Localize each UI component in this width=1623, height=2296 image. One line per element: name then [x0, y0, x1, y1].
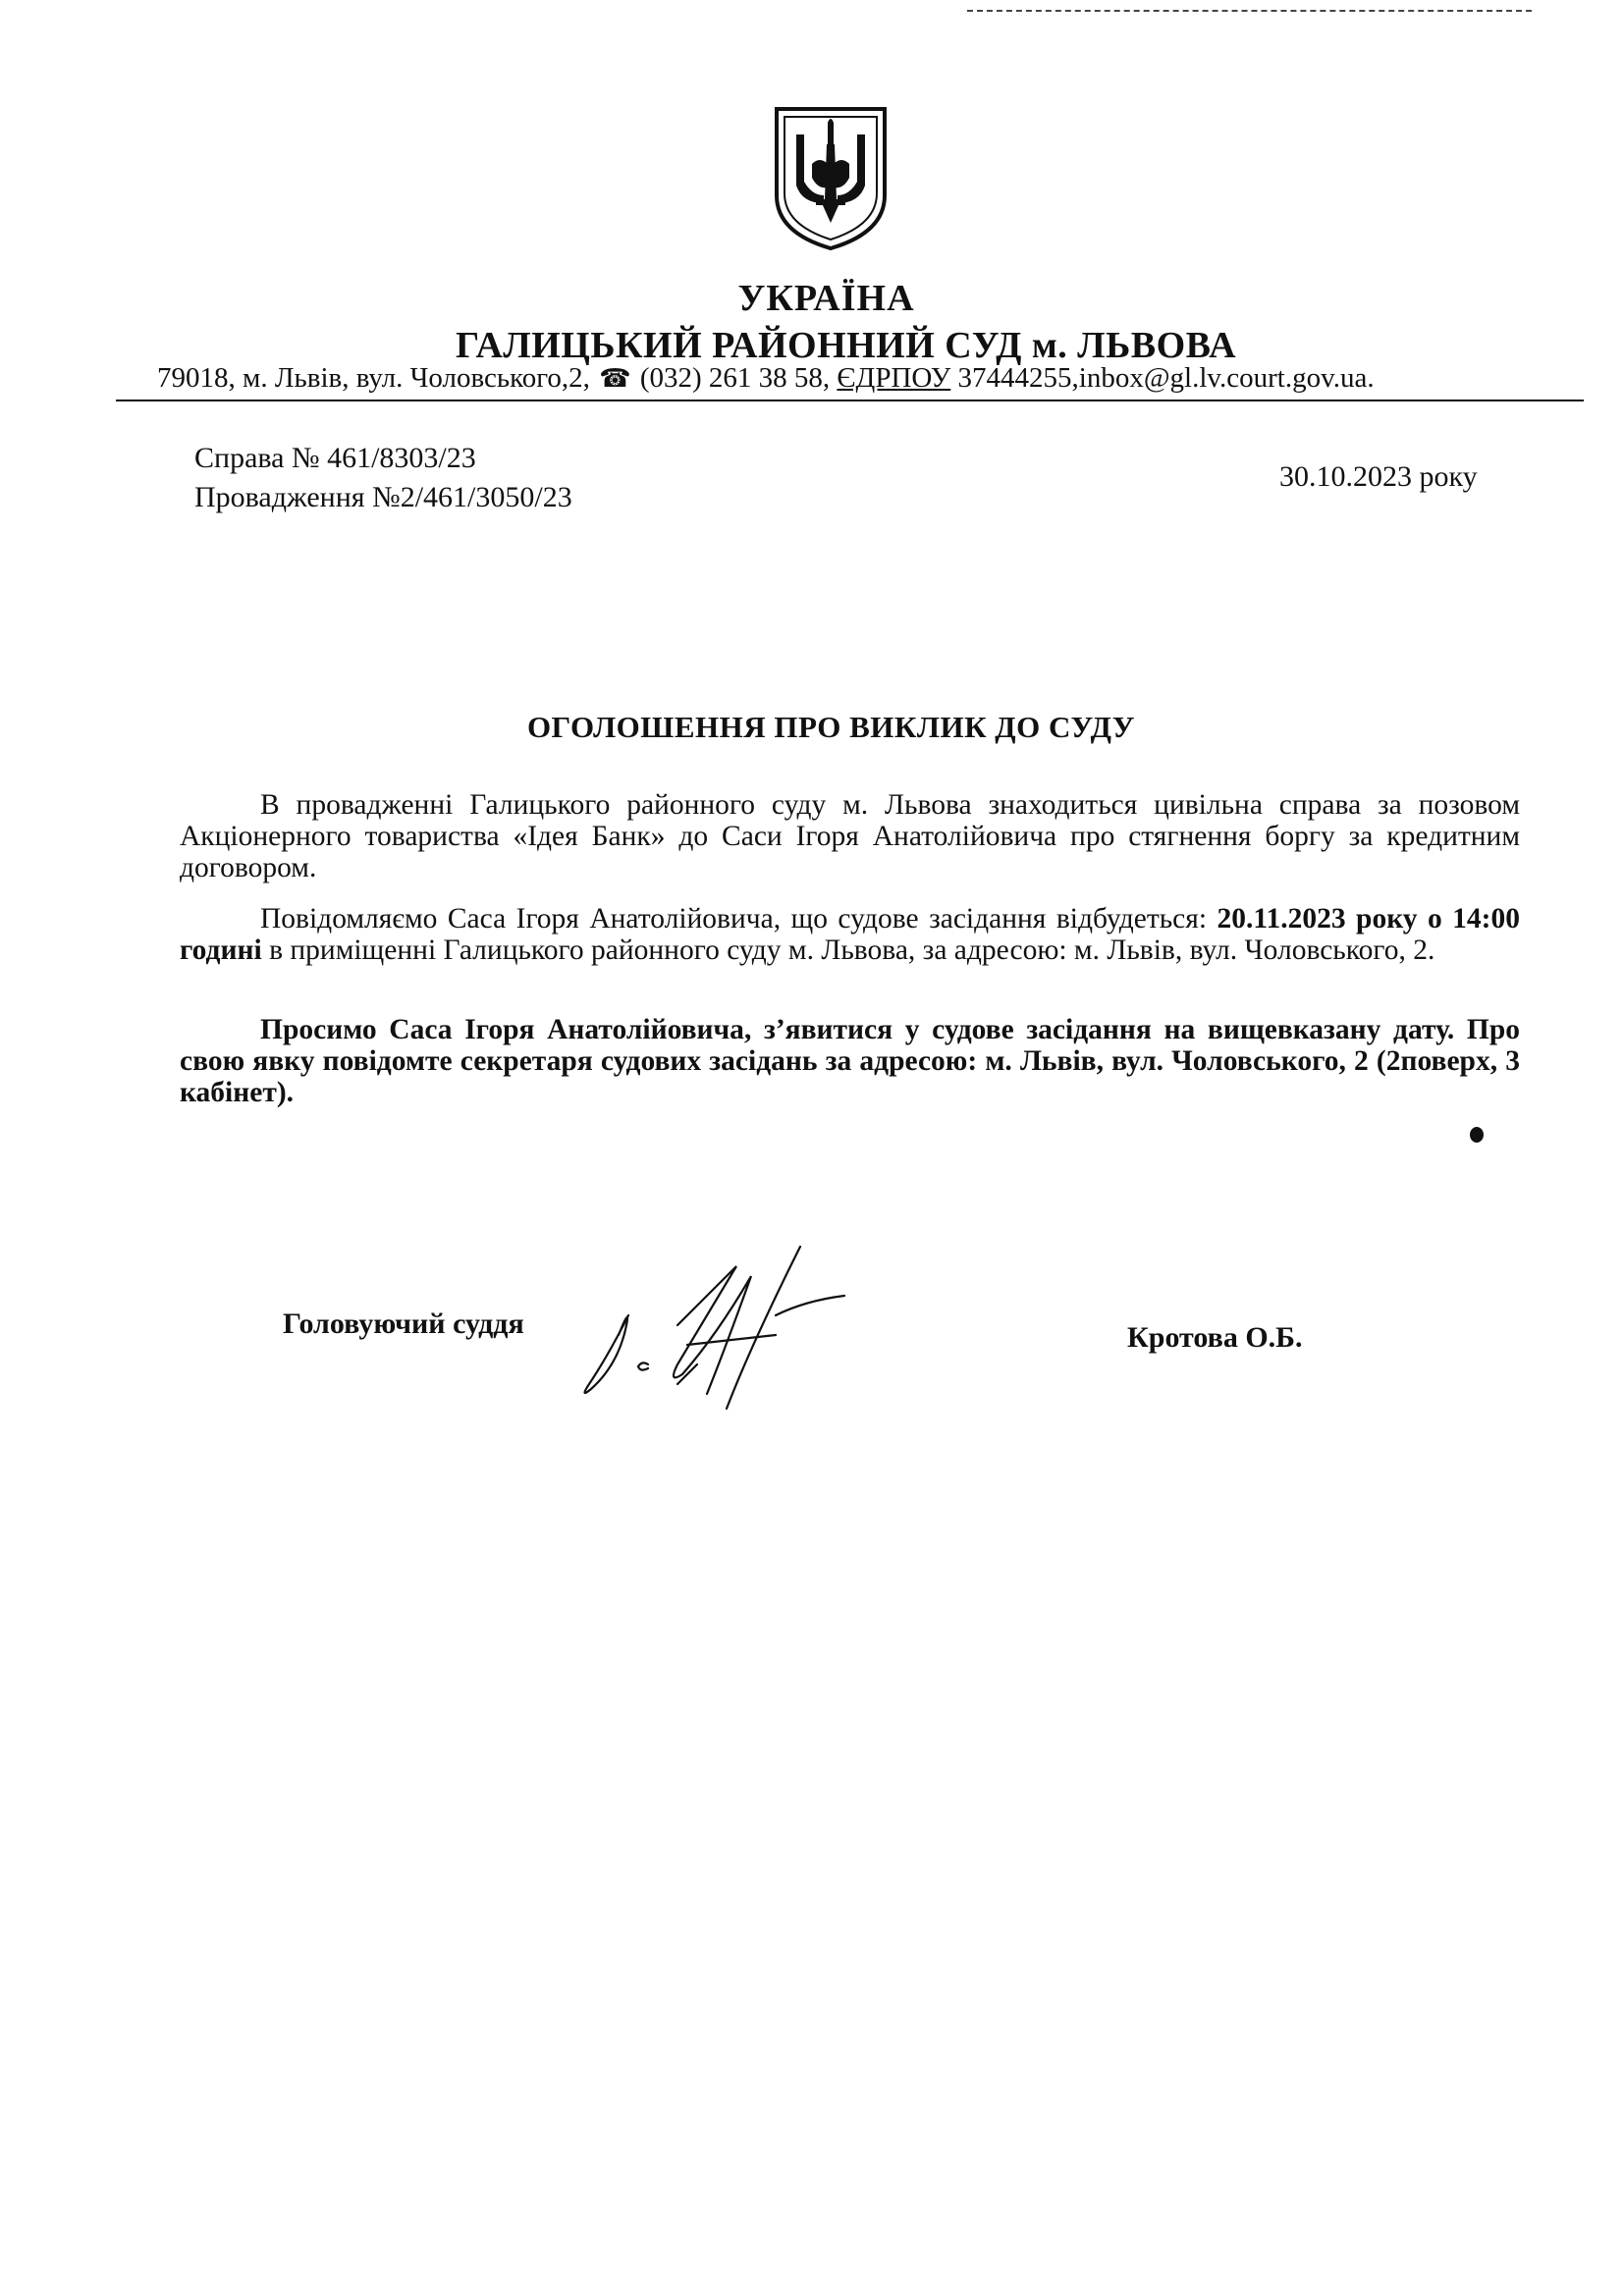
notice-paragraph-1: [180, 789, 1520, 883]
country-heading: УКРАЇНА: [737, 278, 915, 319]
trident-coat-of-arms-icon: [773, 105, 889, 252]
document-date: 30.10.2023 року: [1279, 460, 1478, 493]
paragraph-3-lead: Просимо Саса Ігоря Анатолійовича: [260, 1014, 744, 1045]
hearing-datetime: 20.11.2023 року о 14:00 годині: [180, 903, 1521, 966]
edrpou-and-email: 37444255,inbox@gl.lv.court.gov.ua.: [950, 362, 1375, 394]
scan-top-dash-line: [967, 10, 1532, 12]
court-phone: (032) 261 38 58,: [632, 362, 838, 394]
notice-paragraph-2: [180, 903, 1520, 966]
court-name-heading: ГАЛИЦЬКИЙ РАЙОННИЙ СУД м. ЛЬВОВА: [455, 325, 1237, 366]
edrpou-label: ЄДРПОУ: [837, 362, 951, 394]
ink-dot: [1470, 1127, 1484, 1143]
letterhead-rule: [116, 400, 1584, 401]
court-address: 79018, м. Львів, вул. Чоловського,2,: [157, 362, 598, 394]
proceeding-number: Провадження №2/461/3050/23: [194, 481, 572, 513]
paragraph-3-tail: , з’явитися у судове засідання на вищевказану дату. Про свою явку повідомте секретаря судових засідань за адресою: м. Львів, вул. Чоловського, 2 (2поверх, 3 кабінет).: [180, 1014, 1520, 1108]
signature-role: Головуючий суддя: [283, 1308, 524, 1340]
judge-name: Кротова О.Б.: [1127, 1321, 1303, 1354]
paragraph-1-text: В провадженні Галицького районного суду м. Львова знаходиться цивільна справа за позовом Акціонерного товариства «Ідея Банк» до Саси Ігоря Анатолійовича про стягнення боргу за кредитним договором.: [180, 789, 1520, 883]
notice-paragraph-3: [180, 1014, 1520, 1108]
case-number: Справа № 461/8303/23: [194, 442, 476, 474]
notice-title: ОГОЛОШЕННЯ ПРО ВИКЛИК ДО СУДУ: [526, 710, 1136, 744]
paragraph-2-lead: Повідомляємо Саса Ігоря Анатолійовича, що судове засідання відбудеться:: [260, 903, 1217, 934]
paragraph-2-tail: в приміщенні Галицького районного суду м. Львова, за адресою: м. Львів, вул. Чоловського, 2.: [261, 934, 1435, 966]
handwritten-signature: [579, 1237, 903, 1433]
telephone-icon: ☎: [599, 364, 631, 393]
court-contacts-line: [157, 358, 1581, 399]
